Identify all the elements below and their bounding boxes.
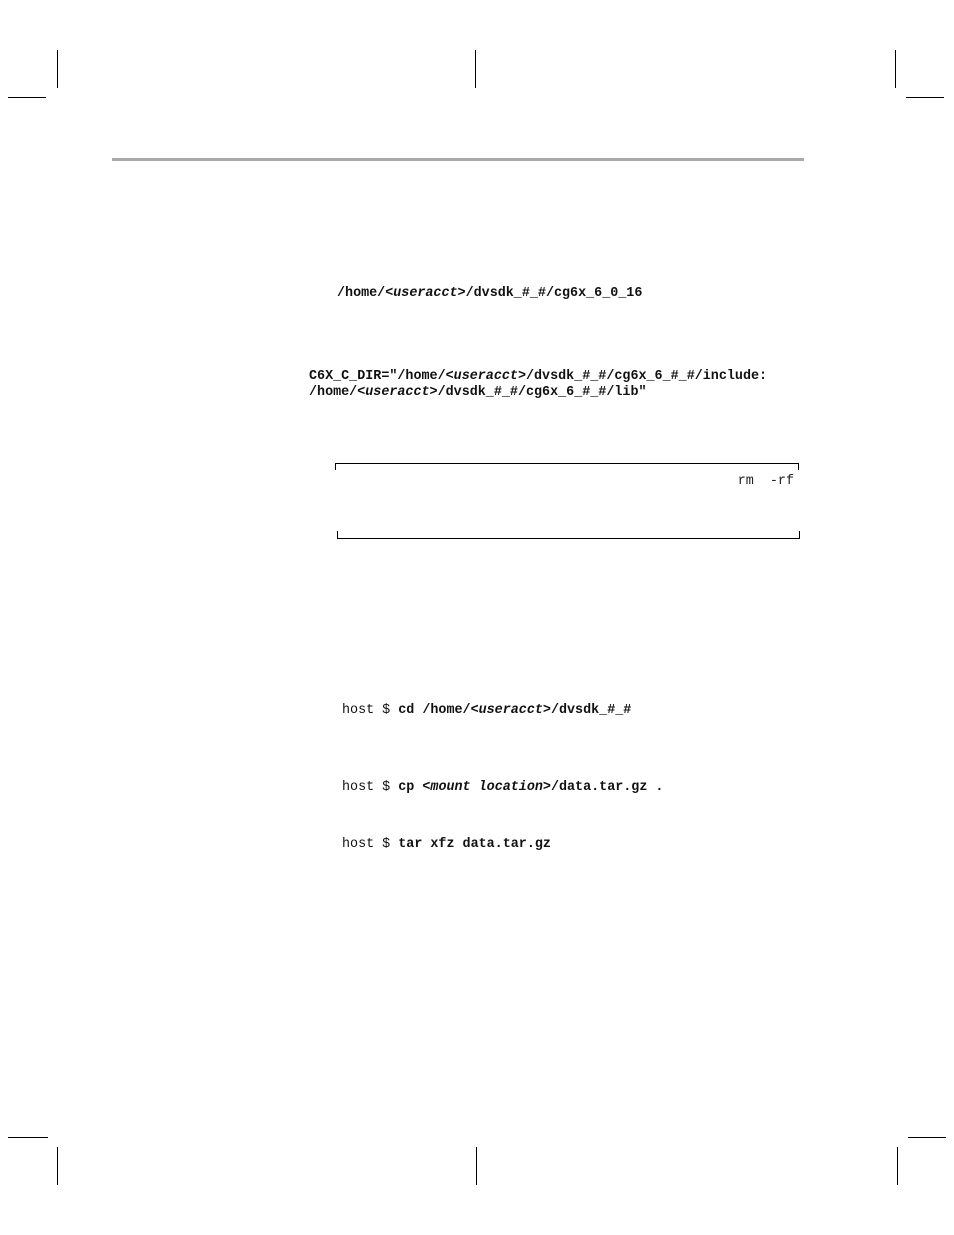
note-box-bottom-right-tick <box>799 531 800 539</box>
env-var-line-2-suffix: >/dvsdk_#_#/cg6x_6_#_#/lib" <box>429 385 647 400</box>
crop-mark-top-left-horizontal <box>8 97 46 98</box>
command-line-tar <box>342 837 551 853</box>
command-text: cp < <box>398 780 431 795</box>
crop-mark-top-right-horizontal <box>906 97 944 98</box>
crop-mark-top-right-vertical <box>895 50 896 88</box>
crop-mark-bottom-left-horizontal <box>8 1137 48 1138</box>
note-box-top-left-tick <box>335 463 336 470</box>
install-path <box>337 286 642 302</box>
install-path-prefix: /home/< <box>337 286 394 301</box>
install-path-suffix: >/dvsdk_#_#/cg6x_6_0_16 <box>457 286 643 301</box>
command-placeholder: useracct <box>478 703 543 718</box>
install-path-user: useracct <box>393 286 458 301</box>
crop-mark-bottom-center-vertical <box>476 1147 477 1185</box>
note-box-top-rule <box>335 463 799 464</box>
crop-mark-bottom-right-horizontal <box>908 1137 946 1138</box>
command-placeholder: mount location <box>430 780 543 795</box>
env-var-line-1-prefix: C6X_C_DIR="/home/< <box>309 369 454 384</box>
header-rule <box>112 158 804 161</box>
note-box-top-right-tick <box>798 463 799 470</box>
env-var-line-2-prefix: /home/< <box>309 385 366 400</box>
command-text: cd /home/< <box>398 703 479 718</box>
env-var-line-1-suffix: >/dvsdk_#_#/cg6x_6_#_#/include: <box>517 369 768 384</box>
env-var-line-1 <box>309 369 767 385</box>
crop-mark-top-center-vertical <box>475 50 476 88</box>
crop-mark-bottom-right-vertical <box>897 1147 898 1185</box>
command-line-cp <box>342 780 663 796</box>
env-var-line-2-user: useracct <box>365 385 430 400</box>
command-text-suffix: >/dvsdk_#_# <box>542 703 632 718</box>
crop-mark-top-left-vertical <box>57 50 58 88</box>
shell-prompt: host $ <box>342 780 399 795</box>
note-box-bottom-rule <box>337 538 800 539</box>
command-line-cd <box>342 703 631 719</box>
note-box-bottom-left-tick <box>337 531 338 539</box>
command-text-suffix: >/data.tar.gz . <box>542 780 664 795</box>
shell-prompt: host $ <box>342 703 399 718</box>
command-text: tar xfz data.tar.gz <box>398 837 551 852</box>
env-var-line-1-user: useracct <box>453 369 518 384</box>
shell-prompt: host $ <box>342 837 399 852</box>
env-var-line-2 <box>309 385 647 401</box>
note-box <box>335 463 800 539</box>
crop-mark-bottom-left-vertical <box>57 1147 58 1185</box>
note-text: rm -rf <box>737 474 794 489</box>
